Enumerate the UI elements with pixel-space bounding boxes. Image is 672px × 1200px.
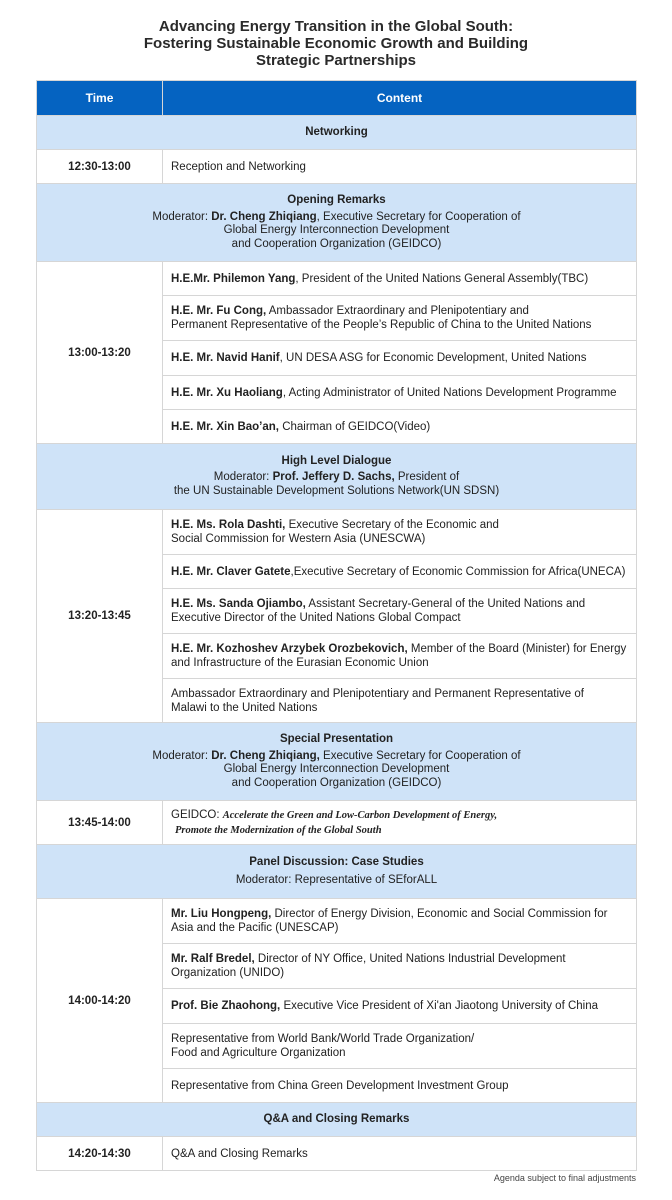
speaker-title: , President of the United Nations General Assembly(TBC) [295, 272, 589, 285]
speaker-title: Representative from World Bank/World Trade Organization/ [171, 1033, 475, 1045]
speaker-name: Mr. Liu Hongpeng, [171, 908, 272, 920]
content-cell [163, 262, 637, 296]
speaker-title: , Acting Administrator of United Nations Development Programme [282, 386, 617, 399]
table-row [37, 262, 637, 296]
content-cell [163, 376, 637, 410]
content-cell [163, 341, 637, 376]
time-cell: 14:20-14:30 [37, 1137, 163, 1171]
table-row [37, 1137, 637, 1171]
moderator-text: Executive Secretary for Cooperation of [319, 749, 521, 762]
moderator-name: Dr. Cheng Zhiqiang, [211, 749, 320, 762]
speaker-name: Prof. Bie Zhaohong, [171, 1000, 281, 1012]
section-title: Special Presentation [279, 733, 394, 745]
header-row [37, 81, 637, 116]
agenda-title [0, 18, 672, 69]
moderator-line-3: and Cooperation Organization (GEIDCO) [231, 776, 442, 789]
section-networking [37, 116, 637, 150]
table-row [37, 150, 637, 184]
header-time: Time [37, 81, 163, 116]
moderator-prefix: Moderator: [152, 210, 212, 223]
title-line-3: Strategic Partnerships [255, 52, 417, 69]
table-row [37, 801, 637, 845]
section-title: Panel Discussion: Case Studies [249, 855, 424, 868]
presentation-prefix: GEIDCO: [171, 808, 223, 821]
section-title: Networking [305, 125, 368, 138]
speaker-title: Ambassador Extraordinary and Plenipotentiary and [266, 305, 529, 317]
speaker-title: Executive Vice President of Xi'an Jiaotong University of China [280, 1000, 599, 1012]
moderator-name: Prof. Jeffery D. Sachs, [272, 471, 395, 484]
moderator-prefix: Moderator: [213, 471, 273, 484]
section-title: Q&A and Closing Remarks [263, 1112, 410, 1125]
content-cell [163, 634, 637, 679]
speaker-title: Member of the Board (Minister) for Energy [407, 643, 627, 655]
section-title: High Level Dialogue [281, 454, 392, 467]
speaker-title-2: and Infrastructure of the Eurasian Economic Union [171, 657, 429, 669]
moderator-line: Moderator: Representative of SEforALL [235, 874, 438, 886]
section-opening-remarks [37, 184, 637, 262]
moderator-name: Dr. Cheng Zhiqiang [211, 210, 317, 223]
section-special-presentation [37, 723, 637, 801]
speaker-name: H.E. Mr. Claver Gatete [171, 565, 291, 578]
speaker-name: H.E. Mr. Xin Bao’an, [171, 420, 279, 433]
moderator-line [37, 471, 636, 485]
content-cell [163, 555, 637, 589]
title-line-1: Advancing Energy Transition in the Global South: [158, 18, 514, 35]
speaker-title-2: Malawi to the United Nations [171, 701, 318, 714]
speaker-title-2: Executive Director of the United Nations Global Compact [171, 612, 461, 624]
section-qa-closing [37, 1103, 637, 1137]
time-cell: 13:20-13:45 [37, 510, 163, 723]
content-cell [163, 989, 637, 1024]
moderator-line [37, 750, 636, 764]
content-cell: Reception and Networking [163, 150, 637, 184]
speaker-title-2: Organization (UNIDO) [171, 967, 285, 979]
section-title: Opening Remarks [287, 194, 386, 206]
speaker-title: Assistant Secretary-General of the United Nations and [305, 598, 586, 610]
table-row [37, 899, 637, 944]
title-line-2: Fostering Sustainable Economic Growth and Building [143, 35, 529, 52]
speaker-name: H.E. Ms. Sanda Ojiambo, [171, 598, 306, 610]
table-row [37, 510, 637, 555]
moderator-prefix: Moderator: [152, 749, 212, 762]
section-panel-discussion [37, 845, 637, 899]
content-cell [163, 899, 637, 944]
speaker-title-2: Asia and the Pacific (UNESCAP) [171, 922, 339, 934]
content-cell: Q&A and Closing Remarks [163, 1137, 637, 1171]
speaker-title: Ambassador Extraordinary and Plenipotentiary and Permanent Representative of [171, 687, 584, 700]
time-cell: 13:45-14:00 [37, 801, 163, 845]
speaker-title-2: Social Commission for Western Asia (UNESCWA) [171, 533, 426, 545]
content-cell [163, 296, 637, 341]
content-cell [163, 801, 637, 845]
speaker-name: H.E. Mr. Kozhoshev Arzybek Orozbekovich, [171, 643, 408, 655]
speaker-title: , UN DESA ASG for Economic Development, United Nations [279, 352, 587, 364]
header-content: Content [163, 81, 637, 116]
moderator-text: President of [394, 471, 460, 484]
content-cell [163, 589, 637, 634]
moderator-line-2: the UN Sustainable Development Solutions Network(UN SDSN) [173, 484, 500, 497]
speaker-title: Executive Secretary of the Economic and [285, 519, 499, 531]
moderator-line-2: Global Energy Interconnection Development [223, 224, 450, 236]
footnote: Agenda subject to final adjustments [493, 1173, 636, 1183]
agenda-table [36, 80, 637, 1171]
speaker-title: Director of Energy Division, Economic and Social Commission for [271, 908, 608, 920]
speaker-title: ,Executive Secretary of Economic Commission for Africa(UNECA) [290, 565, 626, 578]
moderator-line-3: and Cooperation Organization (GEIDCO) [231, 237, 442, 250]
content-cell [163, 510, 637, 555]
speaker-title: Director of NY Office, United Nations Industrial Development [254, 953, 566, 965]
speaker-name: H.E. Mr. Navid Hanif [171, 352, 280, 364]
speaker-title-2: Permanent Representative of the People’s Republic of China to the United Nations [171, 319, 592, 331]
speaker-name: H.E. Mr. Xu Haoliang [171, 386, 283, 399]
time-cell: 14:00-14:20 [37, 899, 163, 1103]
speaker-title-2: Food and Agriculture Organization [171, 1047, 346, 1059]
section-high-level-dialogue [37, 444, 637, 510]
content-cell [163, 1069, 637, 1103]
speaker-name: H.E.Mr. Philemon Yang [171, 272, 296, 285]
time-cell: 13:00-13:20 [37, 262, 163, 444]
content-cell [163, 944, 637, 989]
speaker-title: Representative from China Green Development Investment Group [171, 1079, 509, 1092]
presentation-title: Accelerate the Green and Low-Carbon Development of Energy, [222, 809, 498, 821]
speaker-name: H.E. Mr. Fu Cong, [171, 305, 267, 317]
presentation-title-2: Promote the Modernization of the Global South [175, 824, 382, 836]
speaker-name: Mr. Ralf Bredel, [171, 953, 255, 965]
content-cell [163, 679, 637, 723]
content-cell [163, 1024, 637, 1069]
moderator-line-2: Global Energy Interconnection Development [223, 763, 450, 775]
speaker-title: Chairman of GEIDCO(Video) [279, 420, 431, 433]
moderator-line [37, 211, 636, 225]
time-cell: 12:30-13:00 [37, 150, 163, 184]
content-cell [163, 410, 637, 444]
moderator-text: , Executive Secretary for Cooperation of [316, 210, 521, 223]
speaker-name: H.E. Ms. Rola Dashti, [171, 519, 286, 531]
